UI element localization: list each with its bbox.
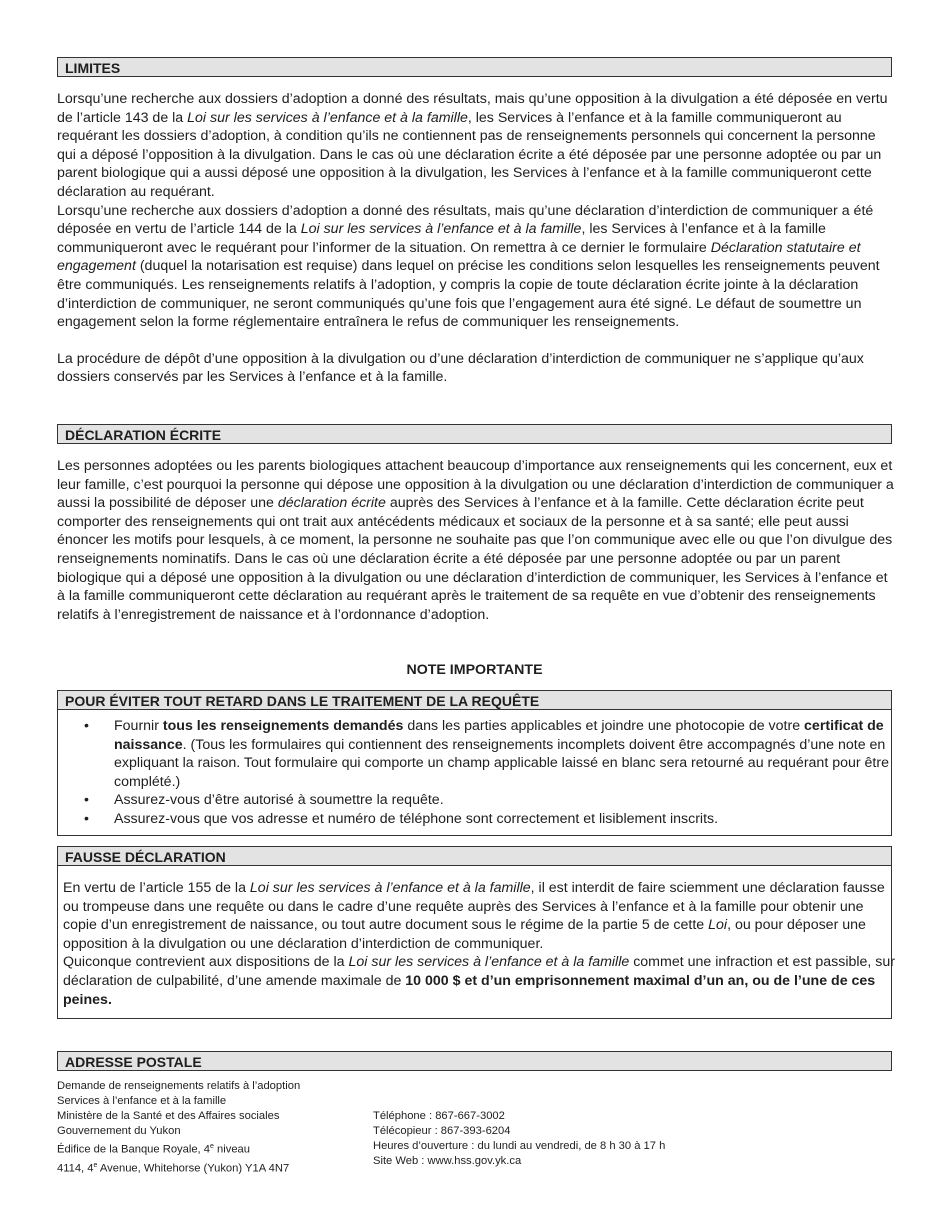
fausse-paragraph-1: En vertu de l’article 155 de la Loi sur les services à l’enfance et à la famille, il est interdit de faire sciemment une déclaration fausse ou trompeuse dans une requête ou dans le cadre d’une requête auprès des Services à l’enfance et à la famille pour obtenir une copie d’un enregistrement de naissance, ou tout autre document sous le régime de la partie 5 de cette Loi, ou pour déposer une opposition à la divulgation ou une déclaration d’interdiction de communiquer. — [63, 880, 885, 952]
address-line: Édifice de la Banque Royale, 4e niveau — [57, 1143, 250, 1157]
note-box — [57, 710, 892, 836]
address-line: Services à l’enfance et à la famille — [57, 1095, 227, 1108]
address-line: Ministère de la Santé et des Affaires sociales — [57, 1110, 280, 1123]
section-header-declaration-ecrite: DÉCLARATION ÉCRITE — [57, 424, 892, 444]
section-header-eviter-retard: POUR ÉVITER TOUT RETARD DANS LE TRAITEMENT DE LA REQUÊTE — [57, 690, 892, 710]
fausse-paragraph-2: Quiconque contrevient aux dispositions de la Loi sur les services à l’enfance et à la famille commet une infraction et est passible, sur déclaration de culpabilité, d’une amende maximale de 10 000 $ et d’un emprisonnement maximal d’un an, ou de l’une de ces peines. — [63, 954, 895, 1008]
section-header-limites: LIMITES — [57, 57, 892, 77]
address-line: Gouvernement du Yukon — [57, 1125, 181, 1138]
address-line: Demande de renseignements relatifs à l’adoption — [57, 1080, 301, 1092]
fax-line: Télécopieur : 867-393-6204 — [373, 1125, 511, 1138]
contact-block — [373, 1109, 665, 1169]
address-block — [57, 1079, 300, 1177]
hours-line: Heures d’ouverture : du lundi au vendredi, de 8 h 30 à 17 h — [373, 1140, 666, 1153]
section-header-fausse-declaration: FAUSSE DÉCLARATION — [57, 846, 892, 866]
fausse-box — [57, 866, 895, 1019]
website-line: Site Web : www.hss.gov.yk.ca — [373, 1155, 522, 1168]
section-header-adresse-postale: ADRESSE POSTALE — [57, 1051, 892, 1071]
note-bullet-3: • Assurez-vous que vos adresse et numéro de téléphone sont correctement et lisiblement inscrits. — [84, 810, 719, 827]
limites-paragraph-2: Lorsqu’une recherche aux dossiers d’adoption a donné des résultats, mais qu’une déclaration d’interdiction de communiquer a été déposée en vertu de l’article 144 de la Loi sur les services à l’enfance et à la famille, les Services à l’enfance et à la famille communiqueront avec le requérant pour l’informer de la situation. On remettra à ce dernier le formulaire Déclaration statutaire et engagement (duquel la notarisation est requise) dans lequel on précise les conditions selon lesquelles les renseignements peuvent être communiqués. Les renseignements relatifs à l’adoption, y compris la copie de toute déclaration écrite jointe à la déclaration d’interdiction de communiquer, ne seront communiqués qu’une fois que l’engagement aura été signé. Le défaut de soumettre un engagement selon la forme réglementaire entraînera le refus de communiquer les renseignements. — [57, 202, 880, 331]
limites-body — [57, 90, 897, 387]
note-bullet-2: • Assurez-vous d’être autorisé à soumettre la requête. — [84, 792, 444, 809]
note-bullet-1: • Fournir tous les renseignements demandés dans les parties applicables et joindre une photocopie de votre certificat de naissance. (Tous les formulaires qui contiennent des renseignements incomplets doivent être accompagnés d’une note en expliquant la raison. Tout formulaire qui comporte un champ applicable laissé en blanc sera retourné au requérant pour être complété.) — [84, 718, 889, 790]
phone-line: Téléphone : 867-667-3002 — [373, 1110, 505, 1122]
note-importante-title: NOTE IMPORTANTE — [406, 662, 543, 678]
declaration-body — [57, 457, 897, 624]
limites-paragraph-1: Lorsqu’une recherche aux dossiers d’adoption a donné des résultats, mais qu’une opposition à la divulgation a été déposée en vertu de l’article 143 de la Loi sur les services à l’enfance et à la famille, les Services à l’enfance et à la famille communiqueront au requérant les dossiers d’adoption, à condition qu’ils ne contiennent pas de renseignements personnels qui concernent la personne qui a déposé l’opposition à la divulgation. Dans le cas où une déclaration écrite a été déposée par une personne adoptée ou par un parent biologique qui a aussi déposé une opposition à la divulgation, les Services à l’enfance et à la famille communiqueront cette déclaration au requérant. — [57, 91, 888, 200]
limites-paragraph-3: La procédure de dépôt d’une opposition à la divulgation ou d’une déclaration d’interdiction de communiquer ne s’applique qu’aux dossiers conservés par les Services à l’enfance et à la famille. — [57, 350, 864, 386]
declaration-paragraph: Les personnes adoptées ou les parents biologiques attachent beaucoup d’importance aux renseignements qui les concernent, eux et leur famille, c’est pourquoi la personne qui dépose une opposition à la divulgation ou une déclaration d’interdiction de communiquer a aussi la possibilité de déposer une déclaration écrite auprès des Services à l’enfance et à la famille. Cette déclaration écrite peut comporter des renseignements qui ont trait aux antécédents médicaux et sociaux de la personne et à sa santé; elle peut aussi énoncer les motifs pour lesquels, à ce moment, la personne ne souhaite pas que l’on communique avec elle ou que l’on divulgue des renseignements nominatifs. Dans le cas où une déclaration écrite a été déposée par une personne adoptée ou par un parent biologique qui a déposé une opposition à la divulgation ou une déclaration d’interdiction de communiquer, les Services à l’enfance et à la famille communiqueront cette déclaration au requérant après le traitement de sa requête en vue d’obtenir des renseignements relatifs à l’enregistrement de naissance et à l’ordonnance d’adoption. — [57, 458, 894, 623]
address-line: 4114, 4e Avenue, Whitehorse (Yukon) Y1A 4N7 — [57, 1162, 290, 1175]
